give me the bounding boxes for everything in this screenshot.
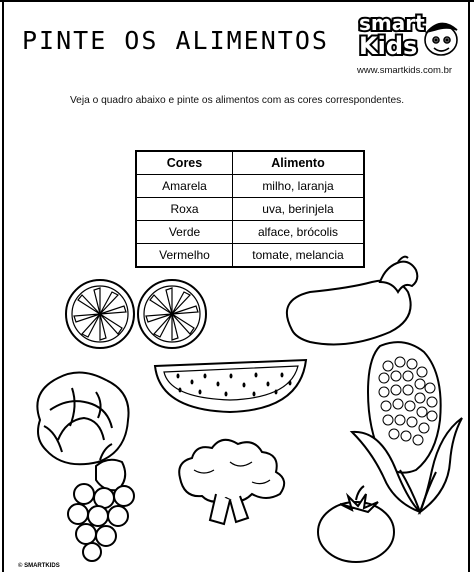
orange-icon[interactable] — [138, 280, 206, 348]
logo-text-kids: Kids — [359, 32, 418, 60]
lettuce-icon[interactable] — [37, 372, 128, 464]
color-cell: Amarela — [136, 175, 233, 198]
orange-icon[interactable] — [66, 280, 134, 348]
broccoli-icon[interactable] — [179, 440, 284, 524]
tomato-icon[interactable] — [318, 486, 394, 562]
site-url[interactable]: www.smartkids.com.br — [357, 65, 453, 76]
food-cell: alface, brócolis — [233, 221, 365, 244]
color-cell: Verde — [136, 221, 233, 244]
header-food: Alimento — [233, 151, 365, 175]
food-cell: milho, laranja — [233, 175, 365, 198]
instruction-text: Veja o quadro abaixo e pinte os alimentos com as cores correspondentes. — [69, 95, 405, 106]
color-cell: Roxa — [136, 198, 233, 221]
food-cell: tomate, melancia — [233, 244, 365, 268]
page-title: PINTE OS ALIMENTOS — [22, 26, 329, 55]
logo-text-smart: smart — [359, 11, 425, 35]
food-cell: uva, berinjela — [233, 198, 365, 221]
corn-icon[interactable] — [352, 342, 462, 512]
watermelon-icon[interactable] — [155, 360, 306, 412]
color-cell: Vermelho — [136, 244, 233, 268]
eggplant-icon[interactable] — [287, 257, 417, 345]
copyright-text: © SMARTKIDS — [18, 563, 60, 569]
header-colors: Cores — [136, 151, 233, 175]
